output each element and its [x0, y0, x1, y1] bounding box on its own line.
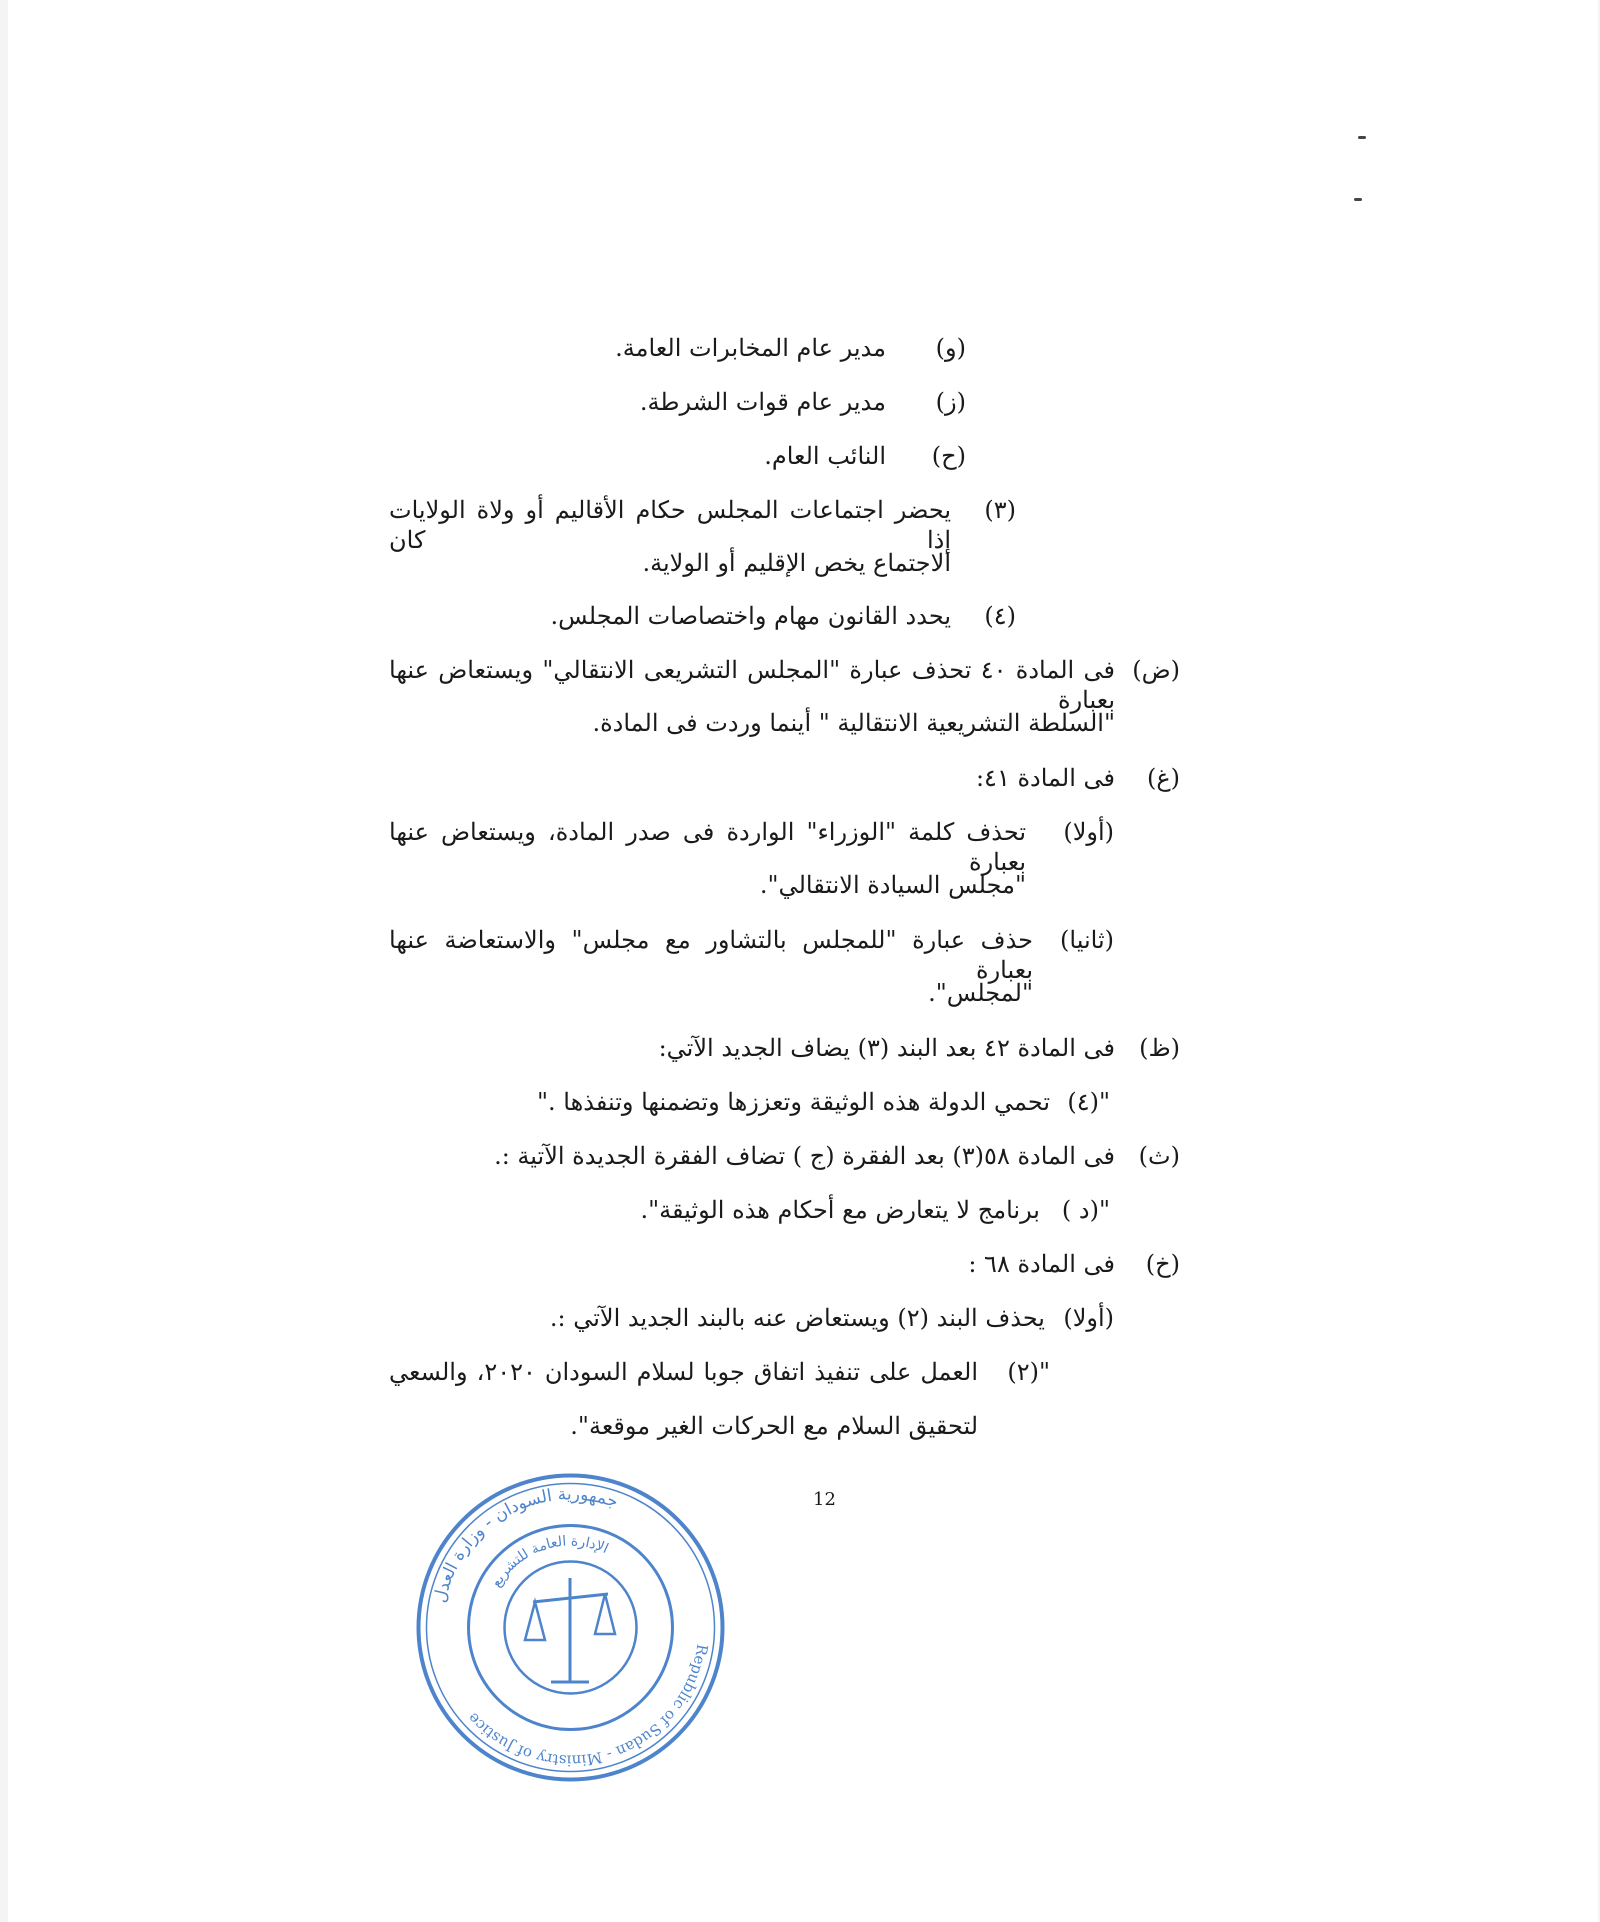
item-label: (ث)	[1138, 1142, 1180, 1170]
item-label: (ح)	[931, 442, 966, 470]
item-text: يحذف البند (٢) ويستعاض عنه بالبند الجديد الآتي :.	[549, 1304, 1045, 1332]
item-label: (و)	[935, 334, 966, 362]
item-text: فى المادة ٦٨ :	[968, 1250, 1115, 1278]
item-text: يحضر اجتماعات المجلس حكام الأقاليم أو ولاة الولايات إذا كان	[389, 496, 951, 554]
item-continuation: "مجلس السيادة الانتقالي".	[759, 871, 1026, 899]
item-text: تحذف كلمة "الوزراء" الواردة فى صدر المادة، ويستعاض عنها بعبارة	[389, 818, 1026, 876]
item-label: (أولا)	[1063, 818, 1114, 846]
document-page	[8, 0, 1598, 1922]
item-label: (٣)	[984, 496, 1016, 524]
item-text: مدير عام قوات الشرطة.	[639, 388, 886, 416]
item-label: "(د )	[1061, 1196, 1110, 1224]
item-label: "(٤)	[1067, 1088, 1110, 1116]
item-label: "(٢)	[1007, 1358, 1050, 1386]
item-label: (ثانيا)	[1060, 926, 1114, 954]
item-label: (غ)	[1146, 764, 1180, 792]
page-number: 12	[813, 1489, 836, 1510]
item-text: فى المادة ٤٠ تحذف عبارة "المجلس التشريعى الانتقالي" ويستعاض عنها بعبارة	[389, 656, 1115, 714]
item-label: (أولا)	[1063, 1304, 1114, 1332]
item-continuation: لتحقيق السلام مع الحركات الغير موقعة".	[570, 1412, 978, 1440]
item-text: فى المادة ٤٢ بعد البند (٣) يضاف الجديد الآتي:	[658, 1034, 1115, 1062]
item-text: مدير عام المخابرات العامة.	[615, 334, 886, 362]
item-label: (ظ)	[1139, 1034, 1180, 1062]
scan-speck	[1354, 198, 1362, 201]
item-continuation: "لمجلس".	[928, 979, 1033, 1007]
item-label: (٤)	[984, 602, 1016, 630]
item-label: (ض)	[1132, 656, 1180, 684]
item-text: فى المادة ٤١:	[975, 764, 1115, 792]
official-stamp	[413, 1470, 728, 1785]
item-text: برنامج لا يتعارض مع أحكام هذه الوثيقة".	[640, 1196, 1040, 1224]
stamp-inner-arabic: الإدارة العامة للتشريع	[488, 1533, 611, 1591]
item-continuation: "السلطة التشريعية الانتقالية " أينما وردت فى المادة.	[592, 709, 1115, 737]
item-label: (ز)	[935, 388, 966, 416]
item-text: فى المادة ٥٨(٣) بعد الفقرة (ج ) تضاف الفقرة الجديدة الآتية :.	[494, 1142, 1115, 1170]
item-continuation: الاجتماع يخص الإقليم أو الولاية.	[642, 549, 951, 577]
scan-speck	[1358, 136, 1366, 139]
item-label: (خ)	[1145, 1250, 1180, 1278]
item-text: النائب العام.	[764, 442, 886, 470]
stamp-outer-arabic: جمهورية السودان - وزارة العدل	[430, 1484, 621, 1605]
item-text: تحمي الدولة هذه الوثيقة وتعززها وتضمنها وتنفذها ."	[536, 1088, 1050, 1116]
item-text: حذف عبارة "للمجلس بالتشاور مع مجلس" والاستعاضة عنها بعبارة	[389, 926, 1033, 984]
stamp-outer-english: Republic of Sudan - Ministry of Justice	[463, 1642, 712, 1770]
item-text: يحدد القانون مهام واختصاصات المجلس.	[550, 602, 951, 630]
item-text: العمل على تنفيذ اتفاق جوبا لسلام السودان ٢٠٢٠، والسعي	[389, 1358, 978, 1386]
